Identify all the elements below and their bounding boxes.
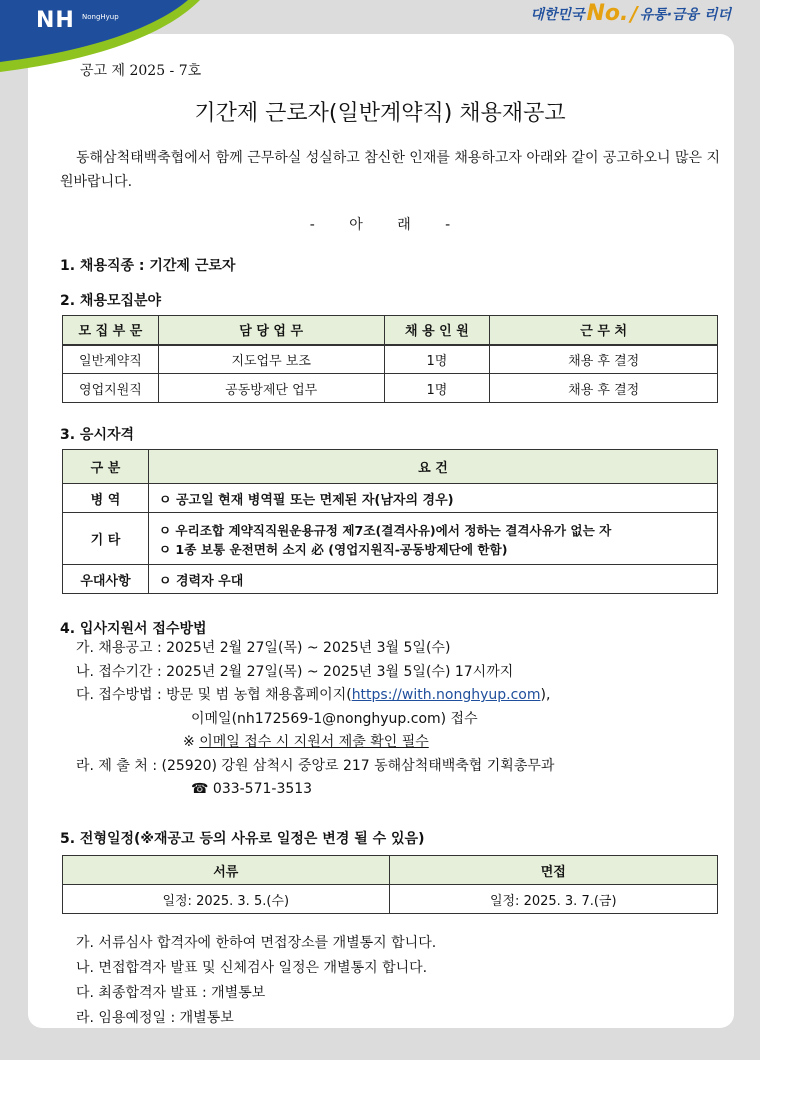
qualification-table xyxy=(62,449,718,594)
section-5-title: 5. 전형일정(※재공고 등의 사유로 일정은 변경 될 수 있음) xyxy=(60,831,425,847)
phone-number: 033-571-3513 xyxy=(212,781,313,797)
recruit-homepage-link[interactable]: https://with.nonghyup.com xyxy=(351,687,541,703)
apply-line: 가. 채용공고 : 2025년 2월 27일(목) ~ 2025년 3월 5일(수) xyxy=(76,640,451,656)
table-cell: ㅇ 경력자 우대 xyxy=(148,565,717,594)
table-cell: 채용 후 결정 xyxy=(490,374,718,403)
apply-note: 이메일 접수 시 지원서 제출 확인 필수 xyxy=(199,734,429,750)
apply-method-list xyxy=(76,637,554,802)
table-header-cell: 서류 xyxy=(63,856,390,885)
notice-number: 공고 제 2025 - 7호 xyxy=(80,63,202,79)
phone-icon: ☎ xyxy=(191,781,209,797)
apply-method-prefix: 다. 접수방법 : 방문 및 범 농협 채용홈페이지( xyxy=(76,687,352,703)
table-header-cell: 모 집 부 문 xyxy=(63,316,159,345)
table-cell: 채용 후 결정 xyxy=(490,345,718,374)
table-header-cell: 담 당 업 무 xyxy=(158,316,384,345)
table-header-cell: 근 무 처 xyxy=(490,316,718,345)
table-cell: 우대사항 xyxy=(63,565,149,594)
table-row xyxy=(63,345,718,374)
table-cell: 지도업무 보조 xyxy=(158,345,384,374)
apply-line: 라. 제 출 처 : (25920) 강원 삼척시 중앙로 217 동해삼척태백축협 기획총무과 xyxy=(76,757,555,774)
section-1-title: 1. 채용직종 : 기간제 근로자 xyxy=(60,258,236,274)
schedule-table xyxy=(62,855,718,914)
notes-list xyxy=(76,931,436,1031)
section-4-title: 4. 입사지원서 접수방법 xyxy=(60,621,207,637)
table-cell: 1명 xyxy=(384,374,490,403)
logo-text: NH xyxy=(36,8,75,33)
apply-line xyxy=(76,684,554,708)
table-cell: 병 역 xyxy=(63,484,149,513)
table-cell: 1명 xyxy=(384,345,490,374)
table-header-row xyxy=(63,450,718,484)
table-row xyxy=(63,513,718,565)
table-cell: 공동방제단 업무 xyxy=(158,374,384,403)
section-2-title: 2. 채용모집분야 xyxy=(60,293,162,309)
apply-method-suffix: ), xyxy=(540,687,551,703)
table-cell: 일정: 2025. 3. 5.(수) xyxy=(63,885,390,914)
recruit-table xyxy=(62,315,718,403)
slogan-no1: No. xyxy=(586,1,629,26)
note-mark: ※ xyxy=(183,734,195,750)
table-cell xyxy=(148,513,717,565)
phone-line xyxy=(76,778,554,802)
apply-line: 나. 접수기간 : 2025년 2월 27일(목) ~ 2025년 3월 5일(수) 17시까지 xyxy=(76,663,514,680)
table-row xyxy=(63,374,718,403)
slogan-prefix: 대한민국 xyxy=(530,7,585,23)
note-line: 가. 서류심사 합격자에 한하여 면접장소를 개별통지 합니다. xyxy=(76,935,437,951)
table-cell: 일반계약직 xyxy=(63,345,159,374)
table-row xyxy=(63,565,718,594)
table-cell: 일정: 2025. 3. 7.(금) xyxy=(389,885,718,914)
slogan-suffix: 유통·금융 리더 xyxy=(639,7,731,23)
table-header-cell: 요 건 xyxy=(148,450,717,484)
table-cell: 영업지원직 xyxy=(63,374,159,403)
section-3-title: 3. 응시자격 xyxy=(60,427,135,443)
intro-paragraph: 동해삼척태백축협에서 함께 근무하실 성실하고 참신한 인재를 채용하고자 아래와 같이 공고하오니 많은 지원바랍니다. xyxy=(60,150,721,190)
table-header-cell: 면접 xyxy=(389,856,718,885)
table-header-cell: 구 분 xyxy=(63,450,149,484)
slogan-slash: / xyxy=(630,2,638,26)
logo-subtext: NongHyup xyxy=(82,13,119,21)
note-line: 다. 최종합격자 발표 : 개별통보 xyxy=(76,985,266,1001)
qualification-line: ㅇ 1종 보통 운전면허 소지 必 (영업지원직-공동방제단에 한함) xyxy=(158,541,508,557)
table-row xyxy=(63,885,718,914)
table-header-row xyxy=(63,316,718,345)
table-cell: ㅇ 공고일 현재 병역필 또는 면제된 자(남자의 경우) xyxy=(148,484,717,513)
note-line: 나. 면접합격자 발표 및 신체검사 일정은 개별통지 합니다. xyxy=(76,960,428,976)
table-header-cell: 채 용 인 원 xyxy=(384,316,490,345)
table-header-row xyxy=(63,856,718,885)
below-label: - 아 래 - xyxy=(309,217,451,233)
qualification-line: ㅇ 우리조합 계약직직원운용규정 제7조(결격사유)에서 정하는 결격사유가 없는 자 xyxy=(158,522,612,538)
apply-email-line: 이메일(nh172569-1@nonghyup.com) 접수 xyxy=(191,710,478,727)
table-row xyxy=(63,484,718,513)
page-title: 기간제 근로자(일반계약직) 채용재공고 xyxy=(194,101,566,126)
apply-note-line xyxy=(76,731,554,755)
slogan xyxy=(530,1,731,26)
note-line: 라. 임용예정일 : 개별통보 xyxy=(76,1010,234,1026)
table-cell: 기 타 xyxy=(63,513,149,565)
